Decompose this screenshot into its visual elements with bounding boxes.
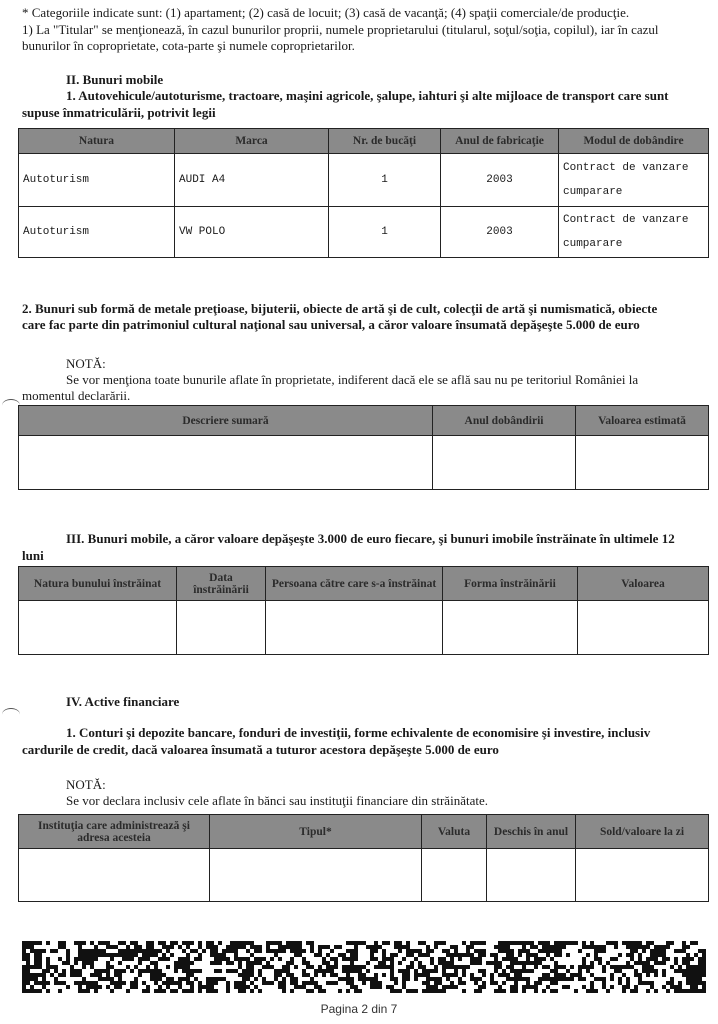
financial-assets-table-header [19,815,709,849]
barcode-graphic [22,941,706,993]
financial-assets-table [18,814,709,902]
page-number: Pagina 2 din 7 [320,1002,398,1016]
cell-mod-dobandire: Contract de vanzare cumparare [559,154,709,207]
cell-marca: AUDI A4 [175,154,329,207]
col-header-persoana: Persoana către care s-a înstrăinat [266,567,443,601]
col-header-natura: Natura [19,129,175,154]
nota-label: NOTĂ: [66,356,106,371]
col-header-sold: Sold/valoare la zi [576,815,709,849]
cell-nr-bucati: 1 [329,154,441,207]
section-ii-sub2-line1: 2. Bunuri sub formă de metale preţioase, bijuterii, obiecte de artă şi de cult, colecţii de artă şi numismatică, obiecte [22,301,658,316]
section-iv-title: IV. Active financiare [66,694,180,709]
empty-cell [487,849,576,902]
header-note-categories: * Categoriile indicate sunt: (1) apartament; (2) casă de locuit; (3) casă de vacanţă; (4) spaţii comerciale/de producţie. [22,5,630,20]
empty-cell [576,849,709,902]
col-header-nr-bucati: Nr. de bucăţi [329,129,441,154]
cell-an-fabricatie: 2003 [441,207,559,258]
cell-marca: VW POLO [175,207,329,258]
empty-cell [19,601,177,655]
col-header-natura-bunului: Natura bunului înstrăinat [19,567,177,601]
section-ii-sub1-line2: supuse înmatriculării, potrivit legii [22,105,216,120]
cell-natura: Autoturism [19,207,175,258]
section-ii-title: II. Bunuri mobile [66,72,164,87]
nota-text-line1: Se vor menţiona toate bunurile aflate în proprietate, indiferent dacă ele se află sau nu pe teritoriul României la [66,372,639,387]
col-header-an-dobandire: Anul dobândirii [433,406,576,436]
header-note-titular-2: bunurilor în coproprietate, cota-parte şi numele coproprietarilor. [22,38,355,53]
table-row [19,154,709,207]
col-header-valuta: Valuta [422,815,487,849]
header-note-titular-1: 1) La "Titular" se menţionează, în cazul bunurilor proprii, numele proprietarului (titularul, soţul/soţia, copilul), iar în cazul [22,22,659,37]
col-header-tipul: Tipul* [210,815,422,849]
vehicles-table-header [19,129,709,154]
empty-cell [433,436,576,490]
table-row [19,436,709,490]
empty-cell [177,601,266,655]
empty-cell [210,849,422,902]
vehicles-table [18,128,709,258]
nota-text-line1: Se vor declara inclusiv cele aflate în bănci sau instituţii financiare din străinătate. [66,793,488,808]
col-header-valoare-estimata: Valoarea estimată [576,406,709,436]
scan-mark [2,708,20,721]
section-ii-sub2-line2: care fac parte din patrimoniul cultural naţional sau universal, a căror valoare însumată depăşeşte 5.000 de euro [22,317,640,332]
table-row [19,601,709,655]
section-iii-title-line2: luni [22,548,44,563]
section-iii-title-line1: III. Bunuri mobile, a căror valoare depăşeşte 3.000 de euro fiecare, şi bunuri imobile înstrăinate în ultimele 12 [66,531,675,546]
cell-natura: Autoturism [19,154,175,207]
nota-text-line2: momentul declarării. [22,388,131,403]
empty-cell [422,849,487,902]
empty-cell [443,601,578,655]
empty-cell [576,436,709,490]
alienated-assets-table-header [19,567,709,601]
col-header-valoarea: Valoarea [578,567,709,601]
valuables-table-header [19,406,709,436]
cell-mod-dobandire: Contract de vanzare cumparare [559,207,709,258]
col-header-marca: Marca [175,129,329,154]
empty-cell [578,601,709,655]
section-ii-sub1-line1: 1. Autovehicule/autoturisme, tractoare, maşini agricole, şalupe, iahturi şi alte mijloace de transport care sunt [66,88,669,103]
col-header-mod-dobandire: Modul de dobândire [559,129,709,154]
empty-cell [19,849,210,902]
section-iv-sub1-line2: cardurile de credit, dacă valoarea însumată a tuturor acestora depăşeşte 5.000 de euro [22,742,499,757]
empty-cell [19,436,433,490]
cell-nr-bucati: 1 [329,207,441,258]
nota-label: NOTĂ: [66,777,106,792]
col-header-institutia: Instituţia care administrează şi adresa acesteia [19,815,210,849]
empty-cell [266,601,443,655]
col-header-data-instrainarii: Data înstrăinării [177,567,266,601]
section-iv-sub1-line1: 1. Conturi şi depozite bancare, fonduri de investiţii, forme echivalente de economisire şi investire, inclusiv [66,725,651,740]
cell-an-fabricatie: 2003 [441,154,559,207]
col-header-deschis-in-anul: Deschis în anul [487,815,576,849]
valuables-table [18,405,709,490]
col-header-forma-instrainarii: Forma înstrăinării [443,567,578,601]
alienated-assets-table [18,566,709,655]
col-header-an-fabricatie: Anul de fabricaţie [441,129,559,154]
col-header-descriere: Descriere sumară [19,406,433,436]
table-row [19,207,709,258]
barcode [22,941,706,993]
table-row [19,849,709,902]
